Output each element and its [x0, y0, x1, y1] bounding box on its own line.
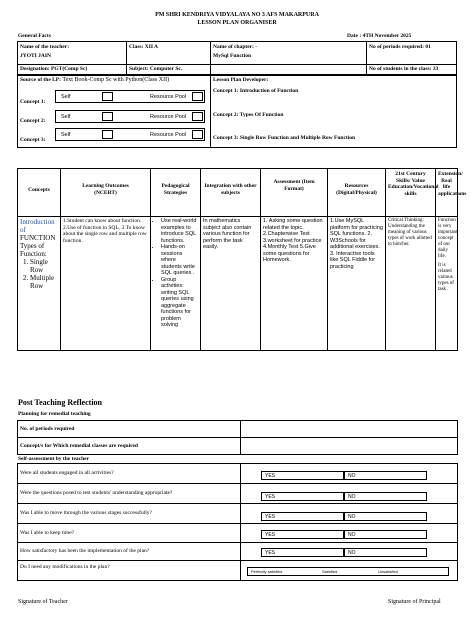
- remedial-concepts-value[interactable]: [241, 438, 458, 455]
- concept-1-text: Concept 1: Introduction of Function: [213, 88, 299, 94]
- extension-text-b: It is related various types of task .: [438, 263, 454, 292]
- source-table: [17, 75, 457, 148]
- extension-text-a: Function is very important concept of our daily life.: [438, 218, 458, 259]
- remedial-periods-label: No. of periods required: [18, 421, 241, 438]
- header-assessment: Assessment (Item Format): [261, 169, 328, 217]
- self-assessment-label: Self-assessment by the teacher: [18, 456, 90, 462]
- student-count: No of students in the class: 33: [369, 66, 439, 72]
- no-option[interactable]: [344, 492, 427, 501]
- yes-option[interactable]: [261, 548, 344, 557]
- pedagogy-cell: [151, 217, 201, 351]
- developer-label: Lesson Plan Developer:: [213, 77, 269, 83]
- concept-2-label: Concept 2:: [20, 118, 46, 124]
- self-checkbox[interactable]: [102, 112, 113, 121]
- principal-signature: Signature of Principal: [388, 599, 441, 605]
- periods-required: No of periods required: 01: [369, 44, 431, 50]
- source-lp-value: Text Book-Comp Sc with Python(Class XII): [61, 77, 170, 83]
- resource-pool-checkbox[interactable]: [192, 92, 203, 101]
- header-extension: Extension/ Real life applications: [436, 169, 458, 217]
- remedial-periods-value[interactable]: [241, 421, 458, 438]
- no-option[interactable]: [344, 471, 427, 480]
- chapter-label: Name of chapter: -: [213, 44, 258, 50]
- concept-3-text: Concept 3: Single Row Function and Multiple Row Function: [213, 135, 356, 141]
- remedial-planning-label: Planning for remedial teaching: [18, 411, 91, 417]
- lesson-plan-table: [17, 168, 467, 351]
- answer-cell: [241, 504, 458, 524]
- remedial-table: [17, 420, 458, 455]
- extension-cell: [436, 217, 458, 351]
- resource-pool-option-label: Resource Pool: [150, 114, 187, 120]
- answer-cell: [241, 464, 458, 484]
- answer-cell: [241, 524, 458, 543]
- yes-option[interactable]: [261, 471, 344, 480]
- resources-cell: 1.Use MySQL platform for practicing SQL functions. 2. W3Schools for additional exercises. 3. Interactive tools like SQL Fiddle for practicing: [328, 217, 386, 351]
- general-facts-label: General Facts: [18, 33, 51, 39]
- concepts-cell: [18, 217, 61, 351]
- class-value: Class: XII A: [129, 44, 159, 50]
- perfectly-satisfied-option[interactable]: Perfectly satisfied: [251, 569, 283, 574]
- no-option[interactable]: [344, 530, 427, 539]
- concept-intro: Introduction of: [20, 218, 55, 234]
- question-stages: Was I able to move through the various stages successfully?: [18, 504, 241, 524]
- designation: Designation: PGT(Comp Sc): [20, 66, 88, 72]
- question-implementation: How satisfactory has been the implementation of the plan?: [18, 543, 241, 561]
- chapter-name: MySql Function: [213, 53, 252, 59]
- resource-pool-option-label: Resource Pool: [150, 132, 187, 138]
- remedial-concepts-label: Concept/s for Which remedial classes are required: [18, 438, 241, 455]
- header-pedagogical-strategies: Pedagogical Strategies: [151, 169, 201, 217]
- source-lp: [20, 77, 169, 84]
- concept-1-label: Concept 1:: [20, 99, 46, 105]
- no-label: NO: [348, 514, 356, 520]
- resource-pool-checkbox[interactable]: [192, 130, 203, 139]
- header-integration: Integration with other subjects: [201, 169, 261, 217]
- no-label: NO: [348, 473, 356, 479]
- learning-outcomes-cell: 1.Student can know about function. 2.Use of function in SQL. 3.To know about the single row and multiple row function.: [61, 217, 151, 351]
- unsatisfied-option[interactable]: Unsatisfied: [378, 569, 398, 574]
- resource-pool-option-label: Resource Pool: [150, 94, 187, 100]
- no-label: NO: [348, 532, 356, 538]
- yes-label: YES: [265, 514, 276, 520]
- concept-2-text: Concept 2: Types Of Function: [213, 112, 284, 118]
- subject: Subject: Computer Sc.: [129, 66, 183, 72]
- concept-type-item: 1. Single Row: [30, 258, 58, 274]
- concept-2-developer-options: [55, 110, 205, 123]
- yes-option[interactable]: [261, 512, 344, 521]
- concept-types: Types of Function:: [20, 242, 47, 258]
- question-engagement: Were all students engaged in all activities?: [18, 464, 241, 484]
- teacher-signature: Signature of Teacher: [18, 599, 68, 605]
- satisfaction-cell: [241, 561, 458, 581]
- concept-3-label: Concept 3:: [20, 137, 46, 143]
- answer-cell: [241, 543, 458, 561]
- teacher-name: JYOTI JAIN: [20, 53, 52, 59]
- concept-function: FUNCTION: [20, 234, 56, 242]
- source-lp-label: Source of the LP:: [20, 77, 61, 83]
- header-concepts: Concepts: [18, 169, 61, 217]
- self-assessment-table: [17, 463, 458, 581]
- self-checkbox[interactable]: [102, 130, 113, 139]
- no-label: NO: [348, 550, 356, 556]
- yes-option[interactable]: [261, 492, 344, 501]
- no-label: NO: [348, 494, 356, 500]
- self-option-label: Self: [61, 114, 71, 120]
- self-option-label: Self: [61, 94, 71, 100]
- concept-type-item: 2. Multiple Row: [30, 274, 58, 290]
- yes-label: YES: [265, 550, 276, 556]
- yes-label: YES: [265, 473, 276, 479]
- lesson-date: Date : 4TH November 2025: [347, 33, 412, 39]
- school-name: PM SHRI KENDRIYA VIDYALAYA NO 3 AFS MAKARPURA: [155, 12, 319, 18]
- self-checkbox[interactable]: [102, 92, 113, 101]
- skills-cell: Critical Thinking: Understanding the meaning of various types of work allotted to him/her.: [386, 217, 436, 351]
- header-21st-century-skills: 21st Century Skills/ Value Education/Vocational skills: [386, 169, 436, 217]
- resource-pool-checkbox[interactable]: [192, 112, 203, 121]
- no-option[interactable]: [344, 548, 427, 557]
- teacher-info-table: [17, 41, 457, 75]
- concept-3-developer-options: [55, 128, 205, 141]
- question-time: Was I able to keep time?: [18, 524, 241, 543]
- pedagogy-item: • Group activities: writing SQL queries using aggregate functions for problem solving: [161, 277, 198, 329]
- self-option-label: Self: [61, 132, 71, 138]
- yes-option[interactable]: [261, 530, 344, 539]
- no-option[interactable]: [344, 512, 427, 521]
- reflection-title: Post Teaching Reflection: [18, 398, 102, 407]
- integration-cell: In mathematics subject also contain various function for perform the task easily.: [201, 217, 261, 351]
- assessment-cell: 1. Asking some question related the topic. 2.Chapterwise Test 3.worksheet for practice 4.Monthly Test 5.Give some questions for Homework.: [261, 217, 328, 351]
- pedagogy-item: • Use real-world examples to introduce SQL functions.: [161, 218, 198, 244]
- question-appropriate: Were the questions posed to test students' understanding appropriate?: [18, 484, 241, 504]
- question-modifications: Do I need any modifications in the plan?: [18, 561, 241, 581]
- document-title: LESSON PLAN ORGANISER: [197, 20, 277, 26]
- answer-cell: [241, 484, 458, 504]
- concept-1-developer-options: [55, 90, 205, 103]
- satisfaction-options: [247, 567, 449, 576]
- satisfied-option[interactable]: Satisfied: [322, 569, 338, 574]
- header-resources: Resources (Digital/Physical): [328, 169, 386, 217]
- yes-label: YES: [265, 494, 276, 500]
- yes-label: YES: [265, 532, 276, 538]
- teacher-name-label: Name of the teacher:: [20, 44, 70, 50]
- header-learning-outcomes: Learning Outcomes (NCERT): [61, 169, 151, 217]
- pedagogy-item: • Hands-on sessions where students write SQL queries .: [161, 244, 198, 277]
